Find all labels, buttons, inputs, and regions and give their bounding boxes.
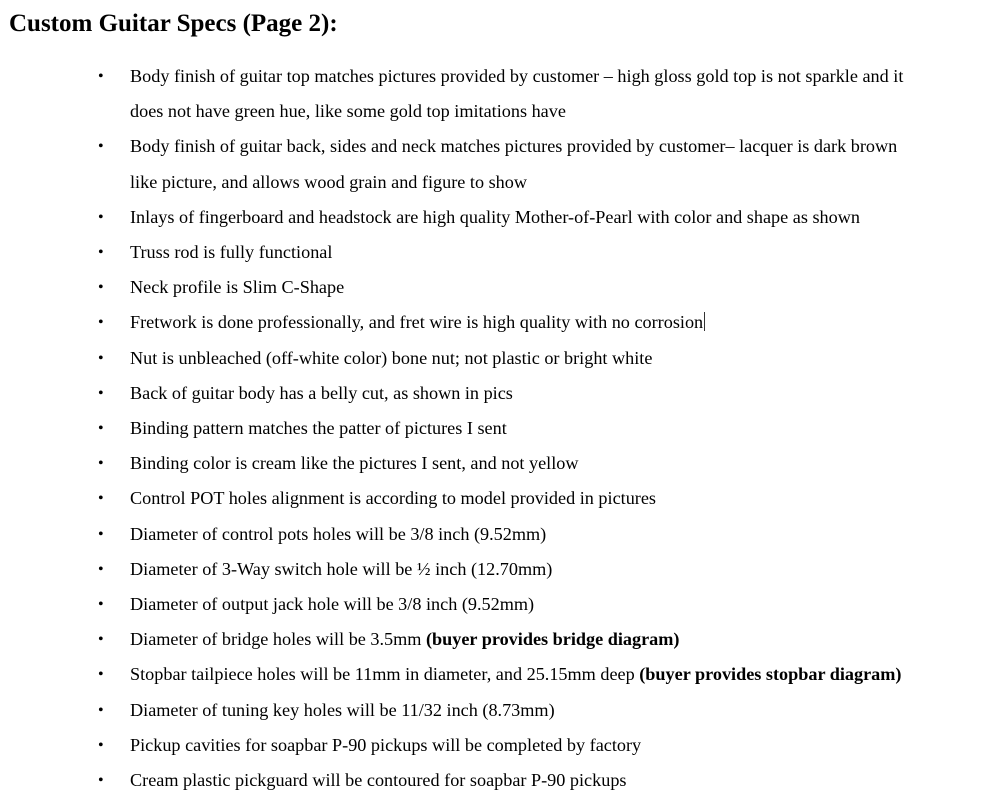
list-item-text: Diameter of bridge holes will be 3.5mm (130, 629, 426, 650)
list-item-text: Truss rod is fully functional (130, 242, 333, 263)
list-item-text: Diameter of control pots holes will be 3/8 inch (9.52mm) (130, 523, 547, 544)
list-item (0, 587, 1000, 622)
spec-list (0, 59, 1000, 798)
list-item (0, 235, 1000, 270)
list-item-text-line: Body finish of guitar top matches pictures provided by customer – high gloss gold top is not sparkle and it (130, 66, 904, 86)
list-item (0, 341, 1000, 376)
list-item (0, 481, 1000, 516)
list-item-text: Pickup cavities for soapbar P-90 pickups will be completed by factory (130, 734, 642, 755)
list-item-text: Binding pattern matches the patter of pictures I sent (130, 418, 507, 439)
list-item (0, 517, 1000, 552)
bullet-icon: • (98, 68, 104, 85)
list-item-text: Back of guitar body has a belly cut, as shown in pics (130, 382, 513, 403)
list-item (0, 763, 1000, 798)
bullet-icon: • (98, 138, 104, 156)
bullet-icon: • (98, 701, 104, 719)
list-item-text: Diameter of tuning key holes will be 11/32 inch (8.73mm) (130, 699, 555, 720)
list-item (0, 129, 1000, 199)
list-item-bold-note: (buyer provides stopbar diagram) (639, 664, 902, 685)
list-item-text: Neck profile is Slim C-Shape (130, 277, 345, 298)
list-item (0, 693, 1000, 728)
bullet-icon: • (98, 525, 104, 543)
list-item (0, 270, 1000, 305)
list-item (0, 552, 1000, 587)
list-item-text: Cream plastic pickguard will be contoured for soapbar P-90 pickups (130, 770, 627, 791)
text-cursor-icon (704, 312, 705, 331)
bullet-icon: • (98, 455, 104, 473)
bullet-icon: • (98, 208, 104, 226)
bullet-icon: • (98, 384, 104, 402)
bullet-icon: • (98, 314, 104, 332)
bullet-icon: • (98, 490, 104, 508)
list-item (0, 728, 1000, 763)
bullet-icon: • (98, 420, 104, 438)
list-item (0, 305, 1000, 340)
page-title: Custom Guitar Specs (Page 2): (9, 10, 338, 37)
bullet-icon: • (98, 596, 104, 614)
list-item-text: Inlays of fingerboard and headstock are high quality Mother-of-Pearl with color and shape as shown (130, 206, 860, 227)
list-item (0, 376, 1000, 411)
bullet-icon: • (98, 560, 104, 578)
bullet-icon: • (98, 736, 104, 754)
list-item (0, 411, 1000, 446)
list-item-bold-note: (buyer provides bridge diagram) (425, 629, 680, 650)
list-item-text-line: Body finish of guitar back, sides and neck matches pictures provided by customer– lacquer is dark brown (130, 136, 898, 157)
list-item-text: Stopbar tailpiece holes will be 11mm in diameter, and 25.15mm deep (130, 664, 640, 685)
bullet-icon: • (98, 279, 104, 297)
list-item-text-line: does not have green hue, like some gold top imitations have (130, 101, 566, 122)
list-item-text: Nut is unbleached (off-white color) bone nut; not plastic or bright white (130, 347, 653, 368)
list-item-text: Diameter of 3-Way switch hole will be ½ inch (12.70mm) (130, 558, 553, 579)
list-item (0, 200, 1000, 235)
list-item (0, 622, 1000, 657)
list-item-text-line: like picture, and allows wood grain and figure to show (130, 171, 527, 192)
list-item (0, 59, 1000, 129)
bullet-icon: • (98, 772, 104, 790)
bullet-icon: • (98, 666, 104, 684)
list-item (0, 657, 1000, 692)
bullet-icon: • (98, 244, 104, 262)
list-item-text: Binding color is cream like the pictures I sent, and not yellow (130, 453, 579, 474)
list-item-text: Diameter of output jack hole will be 3/8 inch (9.52mm) (130, 594, 535, 615)
bullet-icon: • (98, 349, 104, 367)
list-item (0, 446, 1000, 481)
bullet-icon: • (98, 631, 104, 649)
list-item-text: Control POT holes alignment is according to model provided in pictures (130, 488, 657, 509)
list-item-text: Fretwork is done professionally, and fret wire is high quality with no corrosion (130, 312, 704, 333)
